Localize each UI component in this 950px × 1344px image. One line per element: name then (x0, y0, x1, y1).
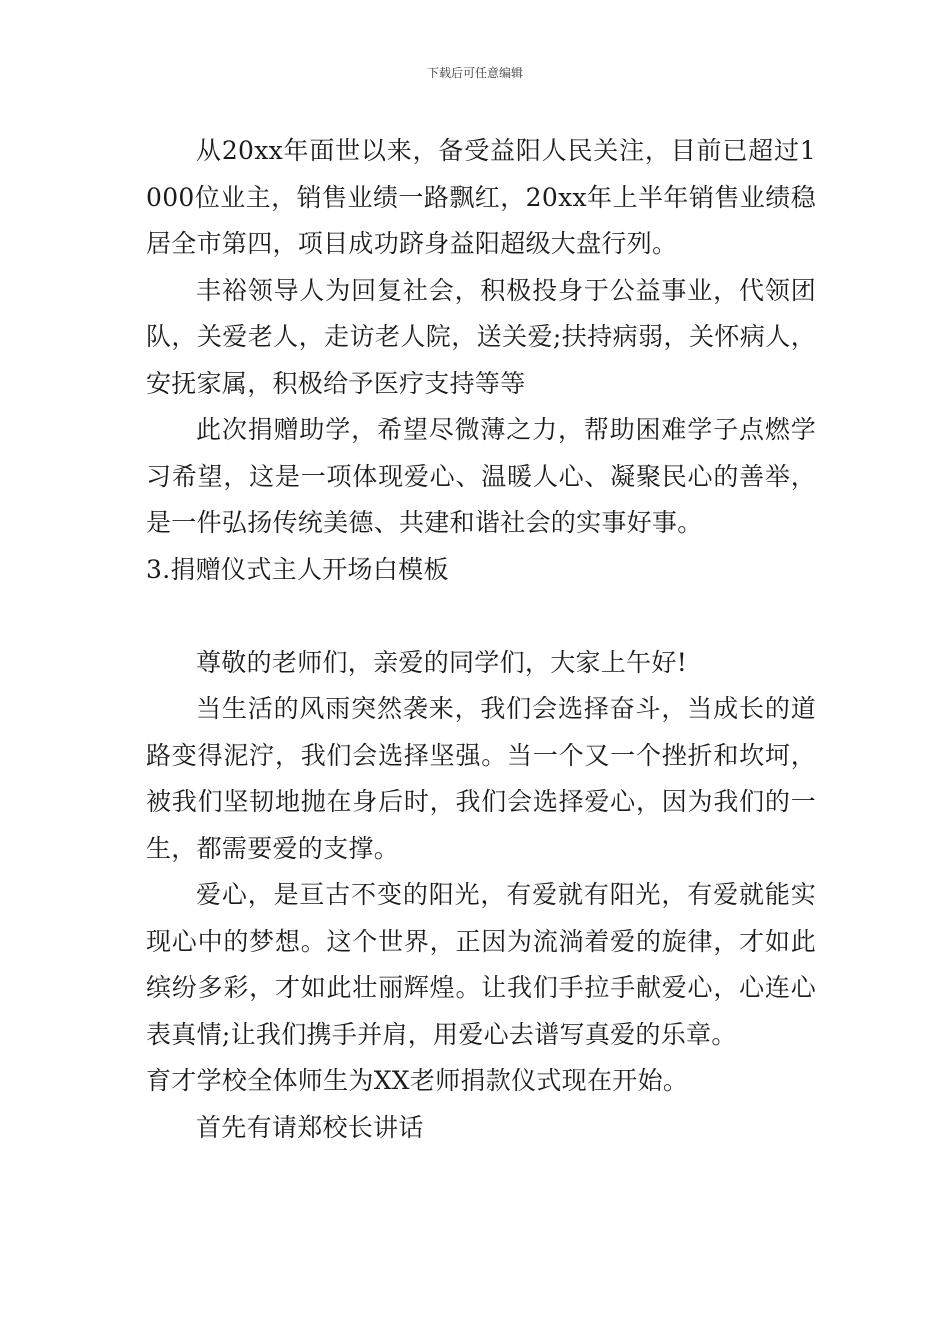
paragraph-life: 当生活的风雨突然袭来，我们会选择奋斗，当成长的道路变得泥泞，我们会选择坚强。当一个又一个挫折和坎坷，被我们坚韧地抛在身后时，我们会选择爱心，因为我们的一生，都需要爱的支撑。 (146, 694, 816, 863)
section-heading: 3.捐赠仪式主人开场白模板 (146, 554, 449, 584)
paragraph-principal: 首先有请郑校长讲话 (196, 1112, 424, 1142)
paragraph-ceremony-start: 育才学校全体师生为XX老师捐款仪式现在开始。 (146, 1066, 689, 1095)
document-body (146, 128, 816, 1151)
page-header-note: 下载后可任意编辑 (426, 66, 523, 80)
paragraph-donation: 此次捐赠助学，希望尽微薄之力，帮助困难学子点燃学习希望，这是一项体现爱心、温暖人心、凝聚民心的善举，是一件弘扬传统美德、共建和谐社会的实事好事。 (146, 415, 816, 537)
paragraph-charity: 丰裕领导人为回复社会，积极投身于公益事业，代领团队，关爱老人，走访老人院，送关爱;扶持病弱，关怀病人，安抚家属，积极给予医疗支持等等 (146, 275, 816, 398)
paragraph-greeting: 尊敬的老师们，亲爱的同学们，大家上午好! (196, 647, 688, 677)
paragraph-love: 爱心，是亘古不变的阳光，有爱就有阳光，有爱就能实现心中的梦想。这个世界，正因为流淌着爱的旋律，才如此缤纷多彩，才如此壮丽辉煌。让我们手拉手献爱心，心连心表真情;让我们携手并肩，用爱心去谱写真爱的乐章。 (146, 880, 816, 1049)
blank-line (146, 593, 816, 640)
paragraph-history: 从20xx年面世以来，备受益阳人民关注，目前已超过1000位业主，销售业绩一路飘红，20xx年上半年销售业绩稳居全市第四，项目成功跻身益阳超级大盘行列。 (146, 136, 816, 258)
